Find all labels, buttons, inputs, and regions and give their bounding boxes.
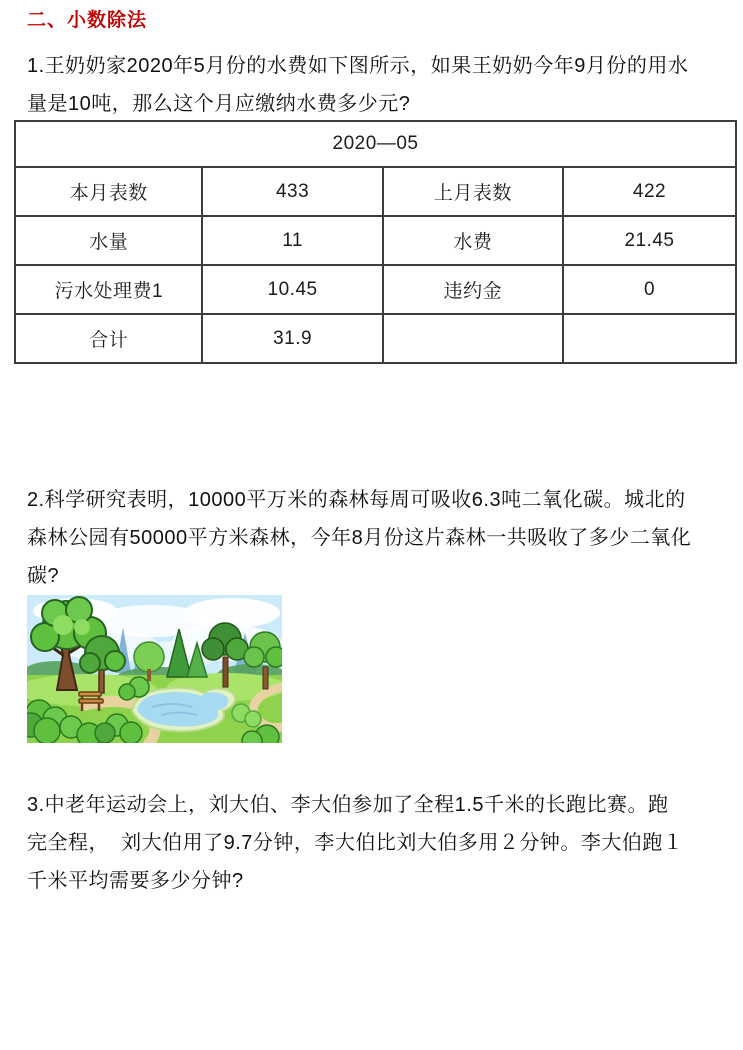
- problem-2-line-2: 森林公园有50000平方米森林，今年8月份这片森林一共吸收了多少二氧化: [27, 527, 692, 549]
- bill-cell-value: 422: [563, 167, 736, 216]
- bill-cell-value: 0: [563, 265, 736, 314]
- table-row: [15, 216, 736, 265]
- problem-1-line-1: 1.王奶奶家2020年5月份的水费如下图所示，如果王奶奶今年9月份的用水: [27, 55, 689, 77]
- bill-cell-value: 10.45: [202, 265, 382, 314]
- bill-cell-value: 21.45: [563, 216, 736, 265]
- bill-cell-empty: [383, 314, 563, 363]
- problem-1-line-2: 量是10吨，那么这个月应缴纳水费多少元?: [27, 93, 411, 115]
- bill-period-row: [15, 121, 736, 167]
- water-bill-table: [14, 120, 737, 364]
- problem-3-line-2: 完全程， 刘大伯用了9.7分钟，李大伯比刘大伯多用２分钟。李大伯跑１: [27, 832, 684, 854]
- bill-cell-label: 合计: [15, 314, 202, 363]
- bill-period: 2020—05: [15, 121, 736, 167]
- table-row: [15, 167, 736, 216]
- bill-cell-label: 水量: [15, 216, 202, 265]
- bill-cell-label: 水费: [383, 216, 563, 265]
- problem-2-line-3: 碳?: [27, 565, 60, 587]
- bill-cell-label: 污水处理费1: [15, 265, 202, 314]
- problem-2-line-1: 2.科学研究表明，10000平万米的森林每周可吸收6.3吨二氧化碳。城北的: [27, 489, 686, 511]
- bill-cell-label: 上月表数: [383, 167, 563, 216]
- problem-1: [27, 47, 733, 123]
- table-row: [15, 314, 736, 363]
- bill-cell-value: 11: [202, 216, 382, 265]
- problem-2: [27, 481, 733, 595]
- table-row: [15, 265, 736, 314]
- problem-3-line-3: 千米平均需要多少分钟?: [27, 870, 244, 892]
- section-title: 二、小数除法: [27, 10, 148, 31]
- bill-cell-label: 本月表数: [15, 167, 202, 216]
- bill-cell-value: 433: [202, 167, 382, 216]
- bill-cell-empty: [563, 314, 736, 363]
- problem-3-line-1: 3.中老年运动会上，刘大伯、李大伯参加了全程1.5千米的长跑比赛。跑: [27, 794, 669, 816]
- bill-cell-value: 31.9: [202, 314, 382, 363]
- problem-3: [27, 786, 737, 900]
- forest-park-illustration: [27, 595, 282, 743]
- bill-cell-label: 违约金: [383, 265, 563, 314]
